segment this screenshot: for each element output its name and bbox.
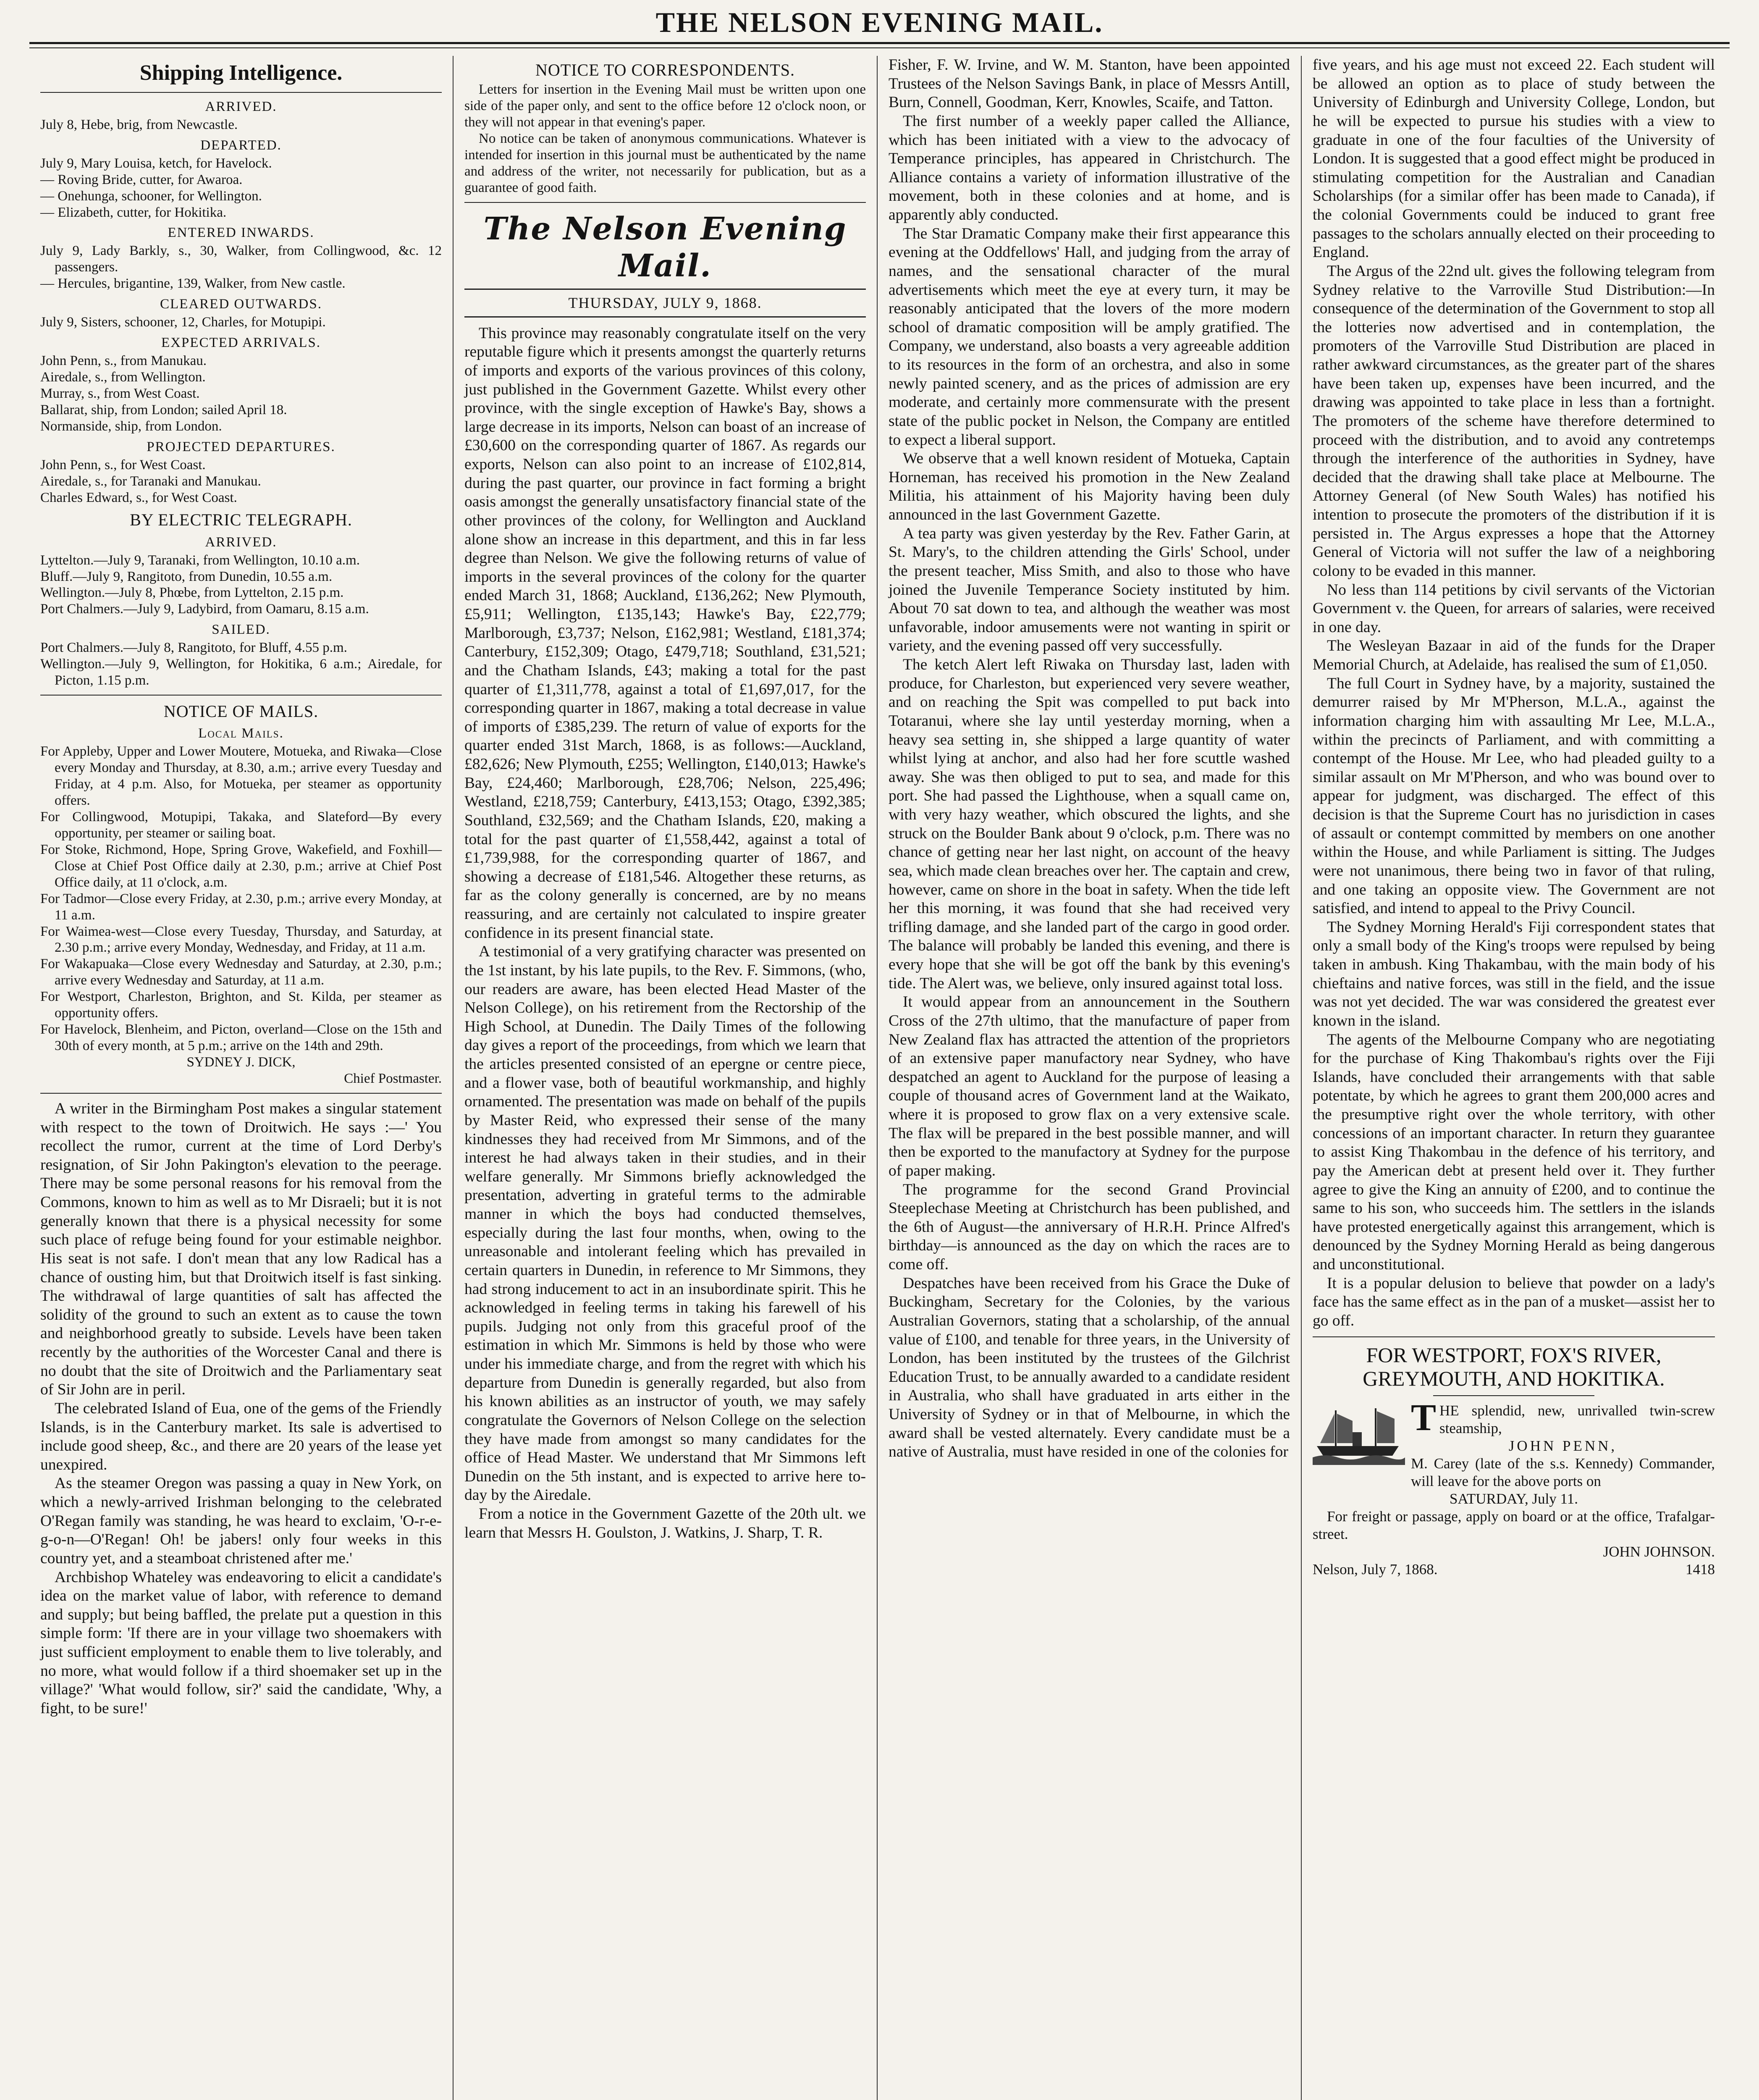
expected-entry: Ballarat, ship, from London; sailed April 18.	[40, 402, 287, 417]
ad-reference: 1418	[1686, 1561, 1715, 1578]
expected-heading: EXPECTED ARRIVALS.	[161, 335, 321, 351]
column-1	[29, 56, 454, 2100]
article-paragraph: It is a popular delusion to believe that powder on a lady's face has the same effect as in the pan of a musket—assist her to go off.	[1313, 1274, 1715, 1329]
divider	[40, 1093, 442, 1094]
mail-entry: For Stoke, Richmond, Hope, Spring Grove, Wakefield, and Foxhill—Close at Chief Post Office daily at 2.30, p.m.; arrive at Chief Post Office daily, at 11 o'clock, a.m.	[40, 842, 442, 890]
cleared-entry: July 9, Sisters, schooner, 12, Charles, for Motupipi.	[40, 315, 326, 330]
entered-entry: July 9, Lady Barkly, s., 30, Walker, from Collingwood, &c. 12 passengers.	[40, 243, 442, 275]
article-paragraph: Despatches have been received from his Grace the Duke of Buckingham, Secretary for the Colonies, by the various Australian Governors, stating that a scholarship, of the annual value of £100, and tenable for three years, in the University of London, has been instituted by the trustees of the Gilchrist Education Trust, to be annually awarded to a candidate resident in Australia, who shall have graduated in arts either in the University of Sydney or in that of Melbourne, in which the award shall be vested alternately. Every candidate must be a native of Australia, must have resided in one of the colonies for	[889, 1274, 1290, 1461]
masthead: THE NELSON EVENING MAIL.	[655, 6, 1104, 38]
divider	[464, 202, 866, 203]
projected-entry: John Penn, s., for West Coast.	[40, 457, 206, 472]
shipping-heading: Shipping Intelligence.	[139, 61, 343, 85]
article-paragraph: The ketch Alert left Riwaka on Thursday last, laden with produce, for Charleston, but experienced very severe weather, and on reaching the Spit was compelled to put back into Totaranui, where she lay until yesterday morning, when a heavy sea setting in, she shipped a large quantity of water whilst lying at anchor, and also had her fore scuttle washed away. She was then obliged to put to sea, and made for this port. She had passed the Lighthouse, when a squall came on, with very hazy weather, which obscured the lights, and she struck on the Boulder Bank about 9 o'clock, p.m. There was no chance of getting near her last night, on account of the heavy sea, which made clean breaches over her. The captain and crew, however, came on shore in the boat in safety. When the tide left her this morning, it was found that she had received very trifling damage, and she landed part of the cargo in good order. The balance will probably be landed this evening, and there is every hope that she will be got off the bank by this evening's tide. The Alert was, we believe, only insured against total loss.	[889, 656, 1290, 992]
article-paragraph: The agents of the Melbourne Company who are negotiating for the purchase of King Thakombau's rights over the Fiji Islands, have concluded their arrangements with that sable potentate, by which he agrees to grant them 200,000 acres and the presumptive right over the whole territory, with other concessions of an important character. In return they guarantee to assist King Thakombau in the defence of his territory, and pay the American debt at present held over it. They further agree to give the King an annuity of £200, and to continue the same to his son, who succeeds him. The settlers in the islands have protested energetically against this arrangement, which is denounced by the Sydney Morning Herald as being dangerous and unconstitutional.	[1313, 1031, 1715, 1273]
telegraph-entry: Wellington.—July 9, Wellington, for Hokitika, 6 a.m.; Airedale, for Picton, 1.15 p.m.	[40, 656, 442, 688]
telegraph-entry: Port Chalmers.—July 8, Rangitoto, for Bluff, 4.55 p.m.	[40, 640, 347, 656]
entered-heading: ENTERED INWARDS.	[168, 225, 315, 241]
mail-entry: For Havelock, Blenheim, and Picton, overland—Close on the 15th and 30th of every month, at 5 p.m.; arrive on the 14th and 29th.	[40, 1022, 442, 1054]
mail-entry: For Appleby, Upper and Lower Moutere, Motueka, and Riwaka—Close every Monday and Thursday, at 8.30, a.m.; arrive every Tuesday and Friday, at 4 p.m. Also, for Motueka, per steamer as opportunity offers.	[40, 744, 442, 808]
paper-title: The Nelson Evening Mail.	[483, 210, 847, 284]
steamship-icon	[1313, 1402, 1405, 1465]
expected-entry: Airedale, s., from Wellington.	[40, 369, 206, 385]
arrived-heading: ARRIVED.	[205, 99, 277, 114]
article-paragraph: The first number of a weekly paper called the Alliance, which has been initiated with a view to the advocacy of Temperance principles, has appeared in Christchurch. The Alliance contains a variety of information illustrative of the movement, both in these colonies and at home, and is apparently ably conducted.	[889, 112, 1290, 223]
article-paragraph: The Wesleyan Bazaar in aid of the funds for the Draper Memorial Church, at Adelaide, has realised the sum of £1,050.	[1313, 637, 1715, 673]
article-paragraph: A writer in the Birmingham Post makes a singular statement with respect to the town of Droitwich. He says :—' You recollect the rumor, current at the time of Lord Derby's resignation, of Sir John Pakington's elevation to the peerage. There may be some personal reasons for his removal from the Commons, known to him as well as to Mr Disraeli; but it is not generally known that there is a physical necessity for some such place of refuge being found for your estimable neighbor. His seat is not safe. I don't mean that any low Radical has a chance of ousting him, but that Droitwich itself is fast sinking. The withdrawal of large quantities of salt has affected the solidity of the ground to such an extent as to cause the town and neighborhood greatly to subside. Levels have been taken recently by the authorities of the Worcester Canal and there is no doubt that the site of Droitwich and the Parliamentary seat of Sir John are in peril.	[40, 1100, 442, 1399]
steamer-advertisement	[1313, 1343, 1715, 1578]
article-paragraph: We observe that a well known resident of Motueka, Captain Horneman, has received his promotion in the New Zealand Militia, his attainment of his Majority having been duly announced in the last Government Gazette.	[889, 450, 1290, 523]
masthead-rule	[29, 42, 1730, 48]
column-4	[1302, 56, 1726, 2100]
telegraph-entry: Lyttelton.—July 9, Taranaki, from Wellington, 10.10 a.m.	[40, 552, 360, 568]
divider	[1313, 1336, 1715, 1337]
projected-entry: Airedale, s., for Taranaki and Manukau.	[40, 473, 261, 489]
telegraph-entry: Bluff.—July 9, Rangitoto, from Dunedin, 10.55 a.m.	[40, 569, 333, 584]
freight-notice: For freight or passage, apply on board or at the office, Trafalgar-street.	[1313, 1508, 1715, 1542]
ad-place-date: Nelson, July 7, 1868.	[1313, 1561, 1438, 1578]
drop-cap: T	[1411, 1396, 1437, 1438]
expected-entry: Normanside, ship, from London.	[40, 418, 222, 434]
article-paragraph: The Star Dramatic Company make their first appearance this evening at the Oddfellows' Hall, and judging from the array of names, and the sensational character of the mural advertisements which meet the eye at every turn, it may be reasonably anticipated that the lovers of the more modern school of dramatic composition will be amply gratified. The Company, we understand, also boasts a very agreeable addition to its resources in the form of an orchestra, and also in some newly painted scenery, and as the prices of admission are ery moderate, and certainly more commensurate with the present state of the public pocket in Nelson, the Company are entitled to expect a liberal support.	[889, 225, 1290, 449]
notice-paragraph: No notice can be taken of anonymous communications. Whatever is intended for insertion in this journal must be authenticated by the name and address of the writer, not necessarily for publication, but as a guarantee of good faith.	[464, 131, 866, 195]
ad-text	[1411, 1396, 1715, 1490]
ad-title: FOR WESTPORT, FOX'S RIVER, GREYMOUTH, AND HOKITIKA.	[1363, 1343, 1665, 1390]
telegraph-arrived-heading: ARRIVED.	[205, 534, 277, 550]
ad-body	[1313, 1396, 1715, 1490]
article-paragraph: The full Court in Sydney have, by a majority, sustained the demurrer raised by Mr M'Pherson, M.L.A., against the information charging him with assaulting Mr Lee, M.L.A., within the precincts of Parliament, and with committing a contempt of the House. Mr Lee, who had pleaded guilty to a similar assault on Mr M'Pherson, and who was bound over to appear for judgment, was discharged. The effect of this decision is that the Supreme Court has no jurisdiction in cases of assault or contempt committed by members on one another within the House, and while Parliament is sitting. The Judges were not unanimous, there being two in favor of that ruling, and one taking an opposite view. The Government are not satisfied, and intend to appeal to the Privy Council.	[1313, 675, 1715, 917]
column-3	[878, 56, 1302, 2100]
divider	[40, 695, 442, 696]
ad-line: M. Carey (late of the s.s. Kennedy) Commander, will leave for the above ports on	[1411, 1455, 1715, 1489]
article-paragraph: This province may reasonably congratulate itself on the very reputable figure which it presents amongst the quarterly returns of imports and exports of the various provinces of this colony, just published in the Government Gazette. Whilst every other province, with the single exception of Hawke's Bay, shows a large decrease in its imports, Nelson can boast of an increase of £30,600 on the corresponding quarter of 1867. As regards our exports, Nelson can also point to an increase of £102,814, during the past quarter, our province in fact forming a bright oasis amongst the generally unsatisfactory financial state of the other provinces of the colony, for Wellington and Auckland alone show an increase in this department, and this in far less degree than Nelson. We give the following returns of value of imports in the several provinces of the colony for the quarter ended March 31, 1868; Auckland, £136,262; New Plymouth, £5,911; Wellington, £135,143; Hawke's Bay, £22,779; Marlborough, £3,737; Nelson, £162,981; Westland, £181,374; Canterbury, £152,309; Otago, £479,718; Southland, £31,521; and the Chatham Islands, £43; making a total for the past quarter of £1,311,778, against a total of £1,697,017, for the corresponding quarter in 1867, making a total decrease in value of imports of £385,239. The return of value of exports for the quarter ended 31st March, 1868, is as follows:—Auckland, £82,626; New Plymouth, £255; Wellington, £140,013; Hawke's Bay, £24,460; Marlborough, £28,706; Nelson, 225,496; Westland, £218,759; Canterbury, £413,153; Otago, £392,385; Southland, £32,569; and the Chatham Islands, £20, making a total for the past quarter of £1,558,442, against a total of £1,739,988, for the corresponding quarter of 1867, and showing a decrease of £181,546. Altogether these returns, as far as the colony generally is concerned, are by no means reassuring, and are certainly not calculated to inspire greater confidence in its present financial state.	[464, 324, 866, 942]
article-paragraph: five years, and his age must not exceed 22. Each student will be allowed an option as to place of study between the University of Edinburgh and University College, London, but he will be expected to pursue his studies with a view to graduate in one of the four faculties of the University of London. It is suggested that a good effect might be produced in stimulating competition for the Australian and Canadian Scholarships (for a similar offer has been made to Canada), if the colonial Governments could be induced to grant free passages to the scholars annually elected on their proceeding to England.	[1313, 56, 1715, 261]
telegraph-entry: Wellington.—July 8, Phœbe, from Lyttelton, 2.15 p.m.	[40, 585, 344, 601]
departed-entry: — Onehunga, schooner, for Wellington.	[40, 188, 262, 204]
article-paragraph: The Sydney Morning Herald's Fiji correspondent states that only a small body of the King's troops were repulsed by being taken in ambush. King Thakambau, with the main body of his chieftains and native forces, was still in the field, and the issue was not yet decided. The war was considered the greatest ever known in the island.	[1313, 918, 1715, 1029]
telegraph-heading: BY ELECTRIC TELEGRAPH.	[130, 510, 352, 530]
mails-subheading: Local Mails.	[198, 726, 284, 741]
postmaster-signature: SYDNEY J. DICK,	[186, 1055, 296, 1070]
article-paragraph: The celebrated Island of Eua, one of the gems of the Friendly Islands, is in the Canterbury market. Its sale is advertised to include good sheep, &c., and there are 20 years of the lease yet unexpired.	[40, 1399, 442, 1473]
article-paragraph: The Argus of the 22nd ult. gives the following telegram from Sydney relative to the Varroville Stud Distribution:—In consequence of the determination of the Government to stop all the lotteries now advertised and in contemplation, the promoters of the Varroville Stud Distribution are placed in rather awkward circumstances, as the greater part of the shares have been taken up, expenses have been incurred, and the drawing was appointed to take place in less than a fortnight. The promoters of the scheme have therefore determined to proceed with the distribution, and to avoid any contretemps through the interference of the authorities in Sydney, have decided that the drawing shall take place at Melbourne. The Attorney General (of New South Wales) has notified his intention to prosecute the promoters of the distribution if it is persisted in. The Argus expresses a hope that the Attorney General of Victoria will not suffer the law of a neighboring colony to be evaded in this manner.	[1313, 262, 1715, 580]
mail-entry: For Tadmor—Close every Friday, at 2.30, p.m.; arrive every Monday, at 11 a.m.	[40, 891, 442, 923]
telegraph-sailed-heading: SAILED.	[212, 622, 270, 638]
projected-heading: PROJECTED DEPARTURES.	[147, 439, 336, 454]
departed-entry: — Elizabeth, cutter, for Hokitika.	[40, 205, 227, 220]
ship-name: JOHN PENN,	[1508, 1437, 1617, 1454]
expected-entry: John Penn, s., from Manukau.	[40, 353, 207, 368]
article-paragraph: The programme for the second Grand Provincial Steeplechase Meeting at Christchurch has been published, and the 6th of August—the anniversary of H.R.H. Prince Alfred's birthday—is announced as the day on which the races are to come off.	[889, 1181, 1290, 1273]
mail-entry: For Wakapuaka—Close every Wednesday and Saturday, at 2.30, p.m.; arrive every Wednesday and Saturday, at 11 a.m.	[40, 956, 442, 988]
telegraph-entry: Port Chalmers.—July 9, Ladybird, from Oamaru, 8.15 a.m.	[40, 601, 369, 617]
article-paragraph: A testimonial of a very gratifying character was presented on the 1st instant, by his late pupils, to the Rev. F. Simmons, (who, our readers are aware, has been elected Head Master of the Nelson College), on his retirement from the Rectorship of the High School, at Dunedin. The Daily Times of the following day gives a report of the proceedings, from which we learn that the articles presented consisted of an epergne or centre piece, and a flower vase, both of beautiful workmanship, and highly ornamented. The presentation was made on behalf of the pupils by Master Reid, who expressed their sense of the many kindnesses they had received from Mr Simmons, and of the interest he had always taken in their studies, and in their welfare generally. Mr Simmons briefly acknowledged the presentation, adverting in grateful terms to the admirable manner in which the boys had conducted themselves, especially during the last four months, when, owing to the unreasonable and intolerant feeling which has prevailed in certain quarters in Dunedin, in reference to Mr Simmons, they had strong inducement to act in an insubordinate spirit. This he acknowledged in feeling terms in taking his farewell of his pupils. Judging not only from this graceful proof of the estimation in which Mr. Simmons is held by those who were under his immediate charge, and from the regret with which his departure from Dunedin is generally regarded, but also from his known abilities as an instructor of youth, we may safely congratulate the Governors of Nelson College on the selection they have made from amongst so many candidates for the office of Head Master. We understand that Mr Simmons left Dunedin on the 5th instant, and is expected to arrive here to-day by the Airedale.	[464, 943, 866, 1504]
projected-entry: Charles Edward, s., for West Coast.	[40, 490, 237, 505]
article-paragraph: A tea party was given yesterday by the Rev. Father Garin, at St. Mary's, to the children attending the Girls' School, under the present teacher, Miss Smith, and also to those who have joined the Juvenile Temperance Society instituted by him. About 70 sat down to tea, and although the weather was most unfavorable, indoor amusements were not wanting in spirit or variety, and the evening passed off very successfully.	[889, 525, 1290, 655]
column-2	[454, 56, 878, 2100]
ad-footer	[1313, 1561, 1715, 1578]
notice-paragraph: Letters for insertion in the Evening Mail must be written upon one side of the paper only, and sent to the office before 12 o'clock noon, or they will not appear in that evening's paper.	[464, 82, 866, 130]
ad-line: HE splendid, new, unrivalled twin-screw steamship,	[1439, 1402, 1715, 1436]
article-paragraph: From a notice in the Government Gazette of the 20th ult. we learn that Messrs H. Goulston, J. Watkins, J. Sharp, T. R.	[464, 1505, 866, 1541]
article-paragraph: As the steamer Oregon was passing a quay in New York, on which a newly-arrived Irishman belonging to the celebrated O'Regan family was standing, he was heard to exclaim, 'O-r-e-g-o-n—O'Regan! Oh! be jabers! only four weeks in this country yet, and a steamboat christened after me.'	[40, 1475, 442, 1567]
notice-heading: NOTICE TO CORRESPONDENTS.	[535, 60, 795, 79]
ad-rule	[1433, 1395, 1594, 1396]
postmaster-title: Chief Postmaster.	[344, 1071, 442, 1086]
mail-entry: For Westport, Charleston, Brighton, and St. Kilda, per steamer as opportunity offers.	[40, 989, 442, 1021]
mail-entry: For Collingwood, Motupipi, Takaka, and Slateford—By every opportunity, per steamer or sailing boat.	[40, 809, 442, 841]
departed-entry: July 9, Mary Louisa, ketch, for Havelock.	[40, 155, 272, 171]
expected-entry: Murray, s., from West Coast.	[40, 386, 200, 401]
article-paragraph: Archbishop Whateley was endeavoring to elicit a candidate's idea on the market value of labor, with reference to demand and supply; but being baffled, the prelate put a question in this simple form: 'If there are in your village two shoemakers with just sufficient employment to enable them to live tolerably, and no more, what would follow if a third shoemaker set up in the village?' 'What would follow, sir?' said the candidate, 'Why, a fight, to be sure!'	[40, 1568, 442, 1717]
arrived-entry: July 8, Hebe, brig, from Newcastle.	[40, 117, 238, 132]
departed-entry: — Roving Bride, cutter, for Awaroa.	[40, 172, 243, 187]
article-paragraph: It would appear from an announcement in the Southern Cross of the 27th ultimo, that the manufacture of paper from New Zealand flax has attracted the attention of the proprietors of an extensive paper manufactory near Sydney, who have despatched an agent to Auckland for the purpose of leasing a couple of thousand acres of Government land at the Waikato, where it is proposed to grow flax on a very extensive scale. The flax will be prepared in the best possible manner, and will then be exported to the manufactory at Sydney for the purpose of paper making.	[889, 993, 1290, 1179]
departed-heading: DEPARTED.	[200, 137, 282, 153]
entered-entry: — Hercules, brigantine, 139, Walker, from New castle.	[40, 276, 346, 291]
dateline: THURSDAY, JULY 9, 1868.	[464, 289, 866, 318]
agent-name: JOHN JOHNSON.	[1603, 1543, 1715, 1560]
sailing-date: SATURDAY, July 11.	[1449, 1490, 1578, 1507]
cleared-heading: CLEARED OUTWARDS.	[160, 297, 322, 312]
mail-entry: For Waimea-west—Close every Tuesday, Thursday, and Saturday, at 2.30 p.m.; arrive every Monday, Wednesday, and Friday, at 11 a.m.	[40, 924, 442, 956]
divider	[40, 92, 442, 93]
article-paragraph: Fisher, F. W. Irvine, and W. M. Stanton, have been appointed Trustees of the Nelson Savings Bank, in place of Messrs Antill, Burn, Connell, Goodman, Kerr, Knowles, Scaife, and Tatton.	[889, 56, 1290, 111]
article-paragraph: No less than 114 petitions by civil servants of the Victorian Government v. the Queen, for arrears of salaries, were received in one day.	[1313, 581, 1715, 636]
mails-heading: NOTICE OF MAILS.	[163, 702, 319, 721]
columns	[29, 56, 1730, 2100]
